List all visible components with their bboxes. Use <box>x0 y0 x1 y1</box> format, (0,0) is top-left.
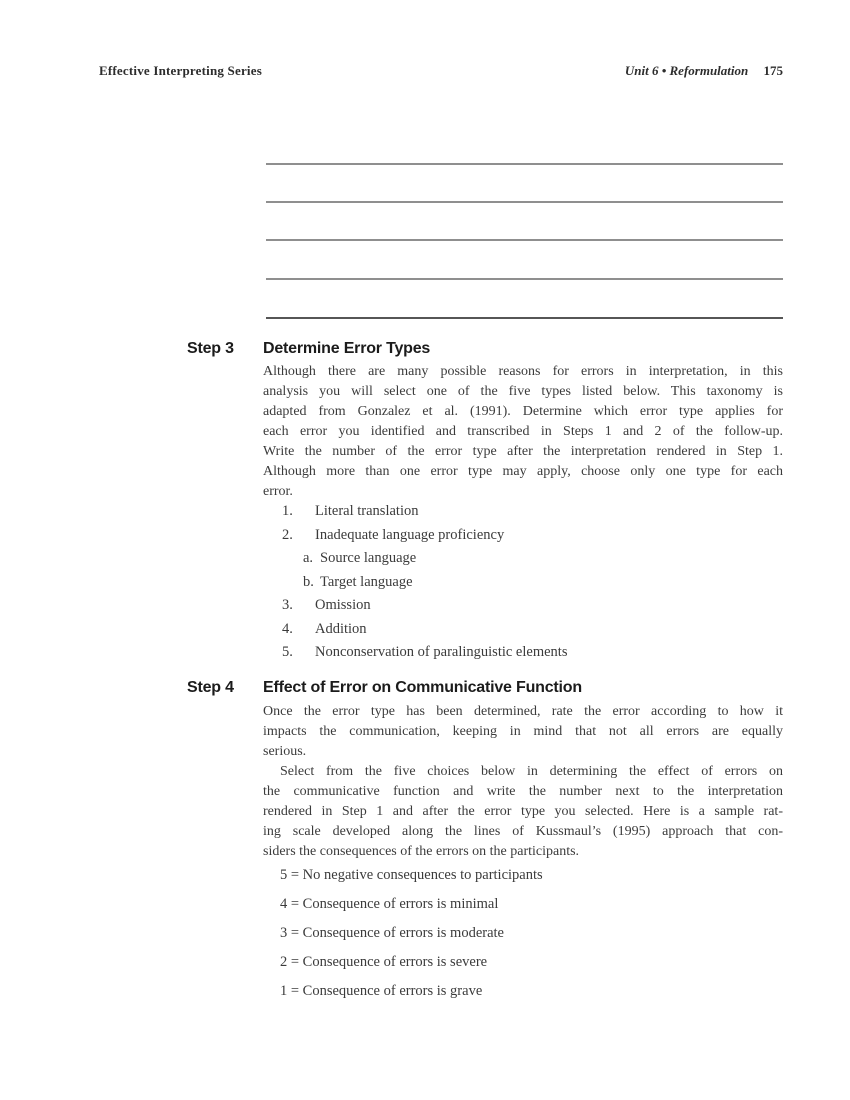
body-text-line: each error you identified and transcribed in Steps 1 and 2 of the follow-up. <box>263 424 783 439</box>
list-item <box>282 502 567 526</box>
list-item-marker: b. <box>303 573 314 590</box>
list-item-marker: 2. <box>282 526 293 543</box>
body-text-line: siders the consequences of the errors on the participants. <box>263 844 580 859</box>
step-3-paragraph <box>263 362 783 502</box>
body-text-line: impacts the communication, keeping in mind that not all errors are equally <box>263 724 783 739</box>
body-text-line: Once the error type has been determined, rate the error according to how it <box>263 704 783 719</box>
body-text-line: serious. <box>263 744 307 759</box>
list-item-text: Target language <box>320 573 413 590</box>
list-item-text: Inadequate language proficiency <box>315 526 505 543</box>
list-item-text: Omission <box>315 597 371 613</box>
body-text-line: Although more than one error type may apply, choose only one type for each <box>263 464 783 479</box>
rating-scale-list <box>280 865 543 1010</box>
error-type-list <box>282 502 567 667</box>
header-right <box>625 63 783 79</box>
list-item <box>282 643 567 667</box>
body-text-line: error. <box>263 484 293 499</box>
header-unit-title: Unit 6 • Reformulation <box>624 63 749 78</box>
body-text-line: Write the number of the error type after the interpretation rendered in Step 1. <box>263 444 783 459</box>
step-3-label: Step 3 <box>187 340 234 357</box>
step-4-label: Step 4 <box>187 679 234 696</box>
writing-line <box>266 317 783 319</box>
list-item-text: Literal translation <box>315 503 419 519</box>
rating-scale-item: 2 = Consequence of errors is severe <box>280 954 488 970</box>
body-text-line: adapted from Gonzalez et al. (1991). Determine which error type applies for <box>263 404 783 419</box>
list-item <box>282 620 567 644</box>
list-item <box>282 573 567 597</box>
step-3-title: Determine Error Types <box>263 340 431 357</box>
rating-scale-item: 1 = Consequence of errors is grave <box>280 983 483 999</box>
body-text-line: rendered in Step 1 and after the error type you selected. Here is a sample rat- <box>263 804 783 819</box>
body-text-line: Select from the five choices below in determining the effect of errors on <box>280 764 783 779</box>
list-item-marker: 4. <box>282 620 293 637</box>
header-series-title: Effective Interpreting Series <box>99 63 262 78</box>
rating-scale-item: 4 = Consequence of errors is minimal <box>280 896 499 912</box>
body-text-line: ing scale developed along the lines of Kussmaul’s (1995) approach that con- <box>263 824 783 839</box>
rating-scale-item: 5 = No negative consequences to participants <box>280 867 543 883</box>
list-item-marker: 3. <box>282 597 293 613</box>
list-item <box>282 526 567 550</box>
writing-line <box>266 239 783 241</box>
list-item-marker: a. <box>303 550 314 566</box>
body-text-line: Although there are many possible reasons for errors in interpretation, in this <box>263 364 783 379</box>
rating-scale-item: 3 = Consequence of errors is moderate <box>280 925 504 941</box>
writing-line <box>266 278 783 280</box>
body-text-line: the communicative function and write the number next to the interpretation <box>263 784 783 799</box>
list-item <box>282 596 567 620</box>
step-4-paragraph <box>263 702 783 862</box>
list-item-text: Addition <box>315 620 367 637</box>
list-item <box>282 549 567 573</box>
page-number: 175 <box>763 63 783 78</box>
list-item-text: Nonconservation of paralinguistic elements <box>315 644 568 660</box>
writing-line <box>266 163 783 165</box>
step-4-title: Effect of Error on Communicative Function <box>263 679 582 696</box>
writing-line <box>266 201 783 203</box>
list-item-text: Source language <box>320 550 417 566</box>
body-text-line: analysis you will select one of the five types listed below. This taxonomy is <box>263 384 783 399</box>
list-item-marker: 1. <box>282 503 293 519</box>
list-item-marker: 5. <box>282 644 293 660</box>
